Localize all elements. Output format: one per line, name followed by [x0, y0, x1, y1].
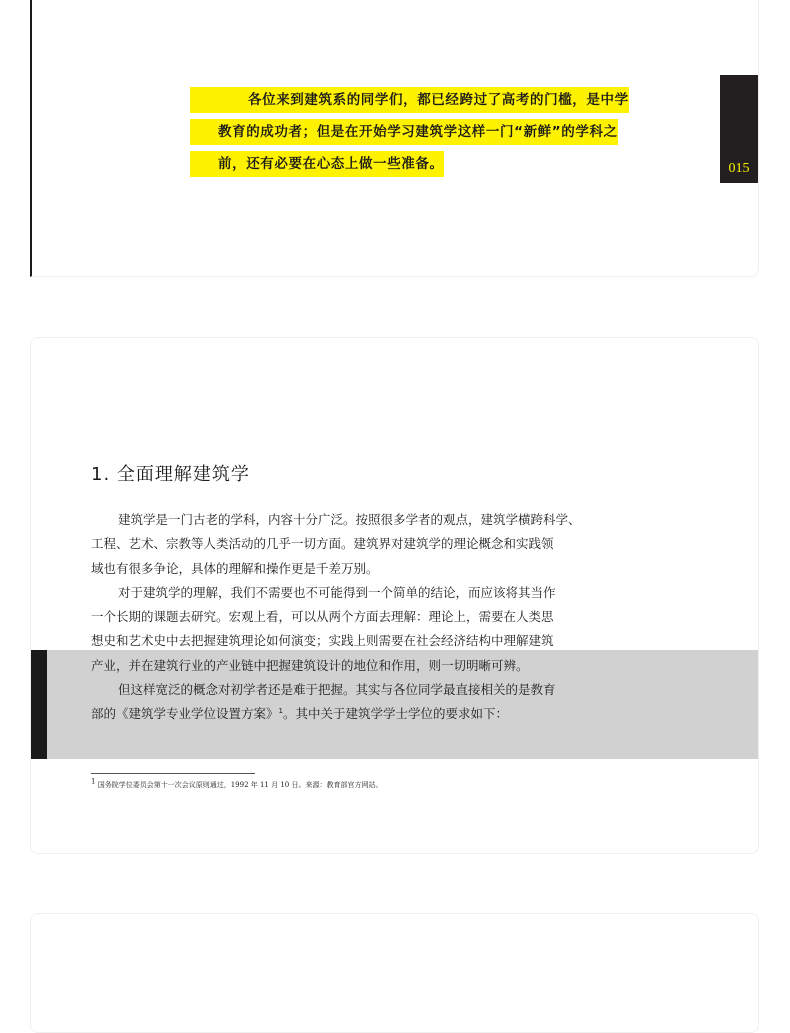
footnote-reference: 1: [278, 707, 283, 716]
paragraph-2-line-1: 对于建筑学的理解，我们不需要也不可能得到一个简单的结论，而应该将其当作: [118, 584, 556, 600]
paragraph-3-line-2: [91, 702, 601, 726]
page-tab: [720, 75, 758, 183]
footnote-rule: [91, 773, 255, 774]
intro-line-3: 前，还有必要在心态上做一些准备。: [190, 151, 704, 177]
paragraph-1-line-3: 域也有很多争论，具体的理解和操作更是千差万别。: [91, 560, 379, 576]
paragraph-3-line-1: 但这样宽泛的概念对初学者还是难于把握。其实与各位同学最直接相关的是教育: [118, 682, 556, 698]
intro-line-2: 教育的成功者；但是在开始学习建筑学这样一门“新鲜”的学科之: [190, 119, 704, 145]
intro-highlight-block: [190, 87, 704, 183]
paragraph-3-line-2-text: 部的《建筑学专业学位设置方案》: [91, 706, 279, 722]
gray-band-edge: [31, 650, 47, 759]
page-2: [30, 337, 759, 854]
page-number: 015: [728, 161, 750, 176]
paragraph-2-line-2: 一个长期的课题去研究。宏观上看，可以从两个方面去理解：理论上，需要在人类思: [91, 609, 554, 625]
paragraph-2-line-3: 想史和艺术史中去把握建筑理论如何演变；实践上则需要在社会经济结构中理解建筑: [91, 633, 554, 649]
footnote-text: 国务院学位委员会第十一次会议原则通过，1992 年 11 月 10 日。来源：教育部官方网站。: [97, 781, 383, 789]
page-1: [30, 0, 759, 277]
footnote-marker: 1: [91, 777, 96, 786]
body-text: [91, 508, 601, 727]
paragraph-3-line-2-tail: 。其中关于建筑学学士学位的要求如下：: [282, 706, 508, 722]
footnote: [91, 777, 383, 790]
paragraph-1-line-2: 工程、艺术、宗教等人类活动的几乎一切方面。建筑界对建筑学的理论概念和实践领: [91, 536, 554, 552]
page-3: [30, 913, 759, 1033]
section-heading: 1. 全面理解建筑学: [91, 464, 250, 485]
intro-line-1: 各位来到建筑系的同学们，都已经跨过了高考的门槛，是中学: [190, 87, 704, 113]
paragraph-1-line-1: 建筑学是一门古老的学科，内容十分广泛。按照很多学者的观点，建筑学横跨科学、: [118, 512, 581, 527]
paragraph-2-line-4: 产业，并在建筑行业的产业链中把握建筑设计的地位和作用，则一切明晰可辨。: [91, 657, 529, 673]
